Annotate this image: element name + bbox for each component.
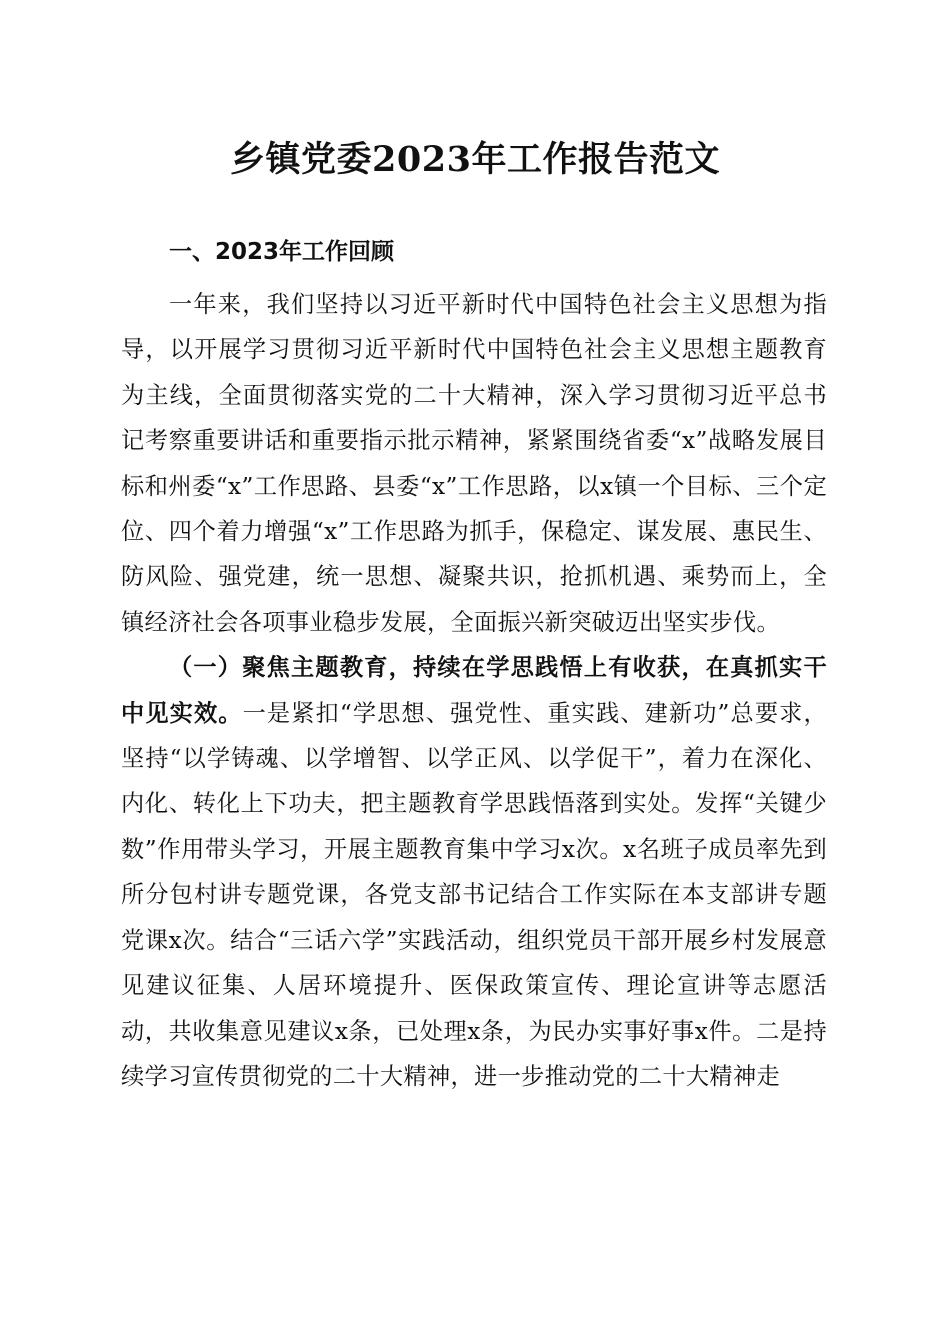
section-heading: 一、2023年工作回顾 xyxy=(169,239,395,265)
paragraph-review-summary: 一年来，我们坚持以习近平新时代中国特色社会主义思想为指导，以开展学习贯彻习近平新时代中国特色社会主义思想主题教育为主线，全面贯彻落实党的二十大精神，深入学习贯彻习近平总书记考察重要讲话和重要指示批示精神，紧紧围绕省委“x”战略发展目标和州委“x”工作思路、县委“x”工作思路，以x镇一个目标、三个定位、四个着力增强“x”工作思路为抓手，保稳定、谋发展、惠民生、防风险、强党建，统一思想、凝聚共识，抢抓机遇、乘势而上，全镇经济社会各项事业稳步发展，全面振兴新突破迈出坚实步伐。 xyxy=(121,291,827,636)
document-body xyxy=(121,282,827,1099)
document-title: 乡镇党委2023年工作报告范文 xyxy=(230,139,720,180)
subsection-heading: （一）聚焦主题教育，持续在学思践悟上有收获，在真抓实干中见实效。 xyxy=(121,654,827,727)
subsection-body: 一是紧扣“学思想、强党性、重实践、建新功”总要求，坚持“以学铸魂、以学增智、以学正风、以学促干”，着力在深化、内化、转化上下功夫，把主题教育学思践悟落到实处。发挥“关键少数”作用带头学习，开展主题教育集中学习x次。x名班子成员率先到所分包村讲专题党课，各党支部书记结合工作实际在本支部讲专题党课x次。结合“三话六学”实践活动，组织党员干部开展乡村发展意见建议征集、人居环境提升、医保政策宣传、理论宣讲等志愿活动，共收集意见建议x条，已处理x条，为民办实事好事x件。二是持续学习宣传贯彻党的二十大精神，进一步推动党的二十大精神走 xyxy=(121,699,827,1090)
paragraph-theme-education xyxy=(121,645,827,1099)
